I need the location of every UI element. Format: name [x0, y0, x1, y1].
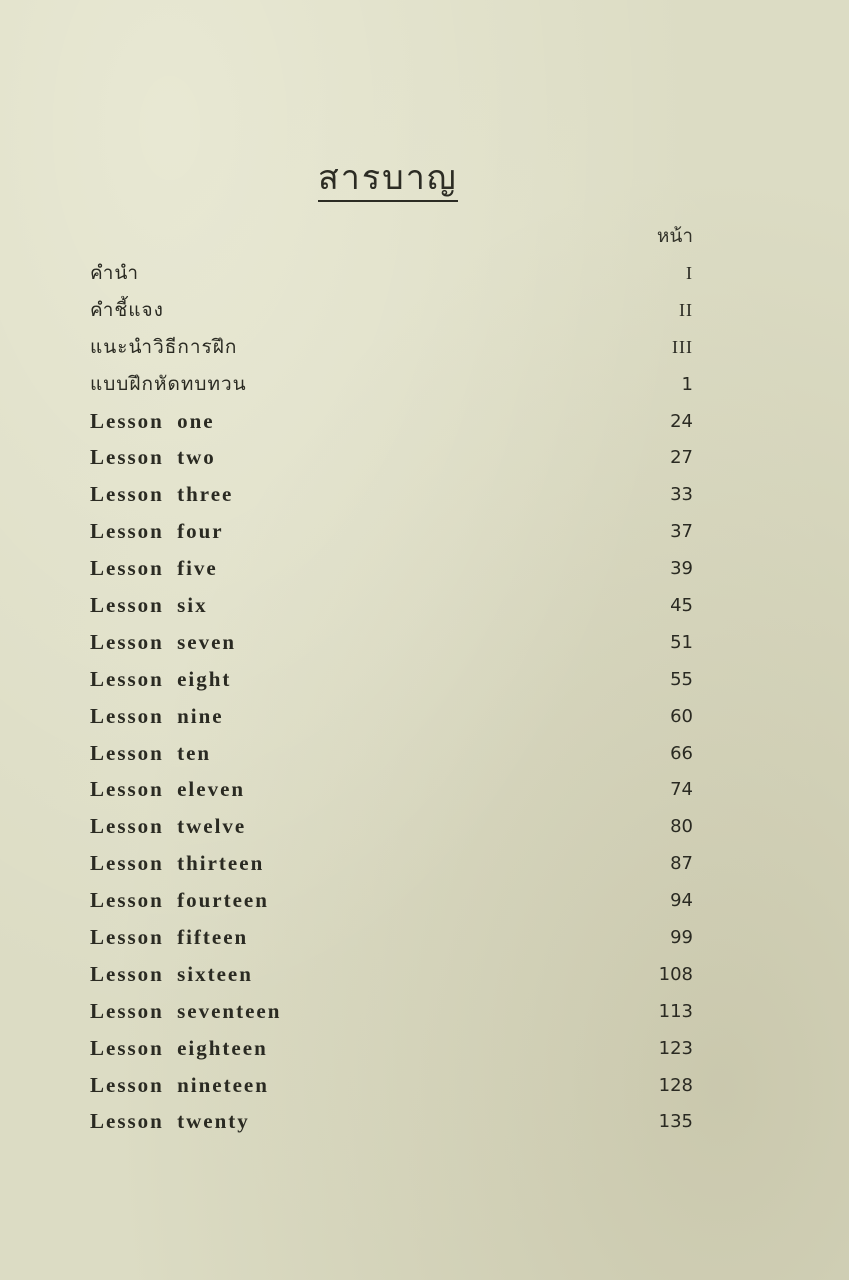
toc-entry [90, 439, 693, 476]
toc-entry-label: Lesson one [90, 408, 215, 433]
toc-entry [90, 735, 693, 772]
toc-entry-label: Lesson nine [90, 703, 224, 728]
toc-entry-label: Lesson three [90, 482, 234, 507]
toc-entry-page-number: I [686, 262, 693, 283]
toc-entry [90, 698, 693, 735]
toc-entry [90, 292, 693, 329]
toc-entry-page-number: 39 [670, 558, 693, 580]
toc-entry-page-number: 123 [658, 1037, 693, 1059]
toc-entry-page-number: II [679, 299, 693, 320]
toc-entry-label: Lesson fourteen [90, 888, 269, 913]
toc-entry-label: Lesson six [90, 592, 208, 617]
toc-entry-page-number: 66 [670, 742, 693, 764]
toc-entry-label: แนะนำวิธีการฝึก [90, 336, 238, 359]
toc-entry-label: คำนำ [90, 262, 140, 285]
toc-entry-label: Lesson seventeen [90, 998, 282, 1023]
toc-entry-page-number: 60 [670, 705, 693, 727]
toc-entry-page-number: 94 [670, 890, 693, 912]
toc-entry-label: แบบฝึกหัดทบทวน [90, 373, 247, 396]
toc-entry-page-number: 37 [670, 521, 693, 543]
toc-entry-label: Lesson five [90, 556, 218, 581]
toc-entry-label: Lesson fifteen [90, 924, 249, 949]
toc-entry [90, 513, 693, 550]
toc-entry [90, 1030, 693, 1067]
toc-entry [90, 476, 693, 513]
toc-entry [90, 329, 693, 366]
page-column-header: หน้า [656, 225, 693, 247]
toc-entry-label: Lesson thirteen [90, 851, 265, 876]
toc-entry [90, 550, 693, 587]
toc-entry [90, 956, 693, 993]
toc-entry-label: Lesson twenty [90, 1109, 250, 1134]
toc-list [90, 255, 693, 1140]
toc-entry-page-number: 55 [670, 668, 693, 690]
toc-entry [90, 808, 693, 845]
toc-entry-label: Lesson eleven [90, 777, 246, 802]
toc-entry [90, 366, 693, 403]
toc-entry-label: Lesson twelve [90, 814, 247, 839]
toc-entry [90, 1067, 693, 1104]
toc-entry-label: Lesson seven [90, 629, 237, 654]
toc-entry-page-number: 51 [670, 631, 693, 653]
toc-entry [90, 255, 693, 292]
toc-entry-page-number: 87 [670, 853, 693, 875]
toc-entry [90, 624, 693, 661]
toc-entry [90, 993, 693, 1030]
toc-entry [90, 403, 693, 440]
toc-entry [90, 1103, 693, 1140]
toc-entry-page-number: 99 [670, 926, 693, 948]
toc-entry-page-number: 45 [670, 594, 693, 616]
toc-entry [90, 771, 693, 808]
toc-entry-page-number: 74 [670, 779, 693, 801]
toc-entry-label: Lesson two [90, 445, 216, 470]
toc-entry-page-number: 27 [670, 447, 693, 469]
toc-entry-page-number: 24 [670, 410, 693, 432]
toc-entry-label: Lesson sixteen [90, 961, 253, 986]
toc-entry [90, 845, 693, 882]
toc-entry-page-number: 113 [658, 1000, 693, 1022]
toc-entry-label: Lesson ten [90, 740, 212, 765]
toc-entry [90, 587, 693, 624]
toc-entry-page-number: 1 [681, 373, 693, 395]
toc-entry-page-number: 33 [670, 484, 693, 506]
toc-entry [90, 661, 693, 698]
page-title: สารบาญ [318, 158, 458, 202]
toc-entry-label: Lesson eight [90, 666, 232, 691]
toc-entry-page-number: 135 [658, 1111, 693, 1133]
toc-entry [90, 919, 693, 956]
toc-entry [90, 882, 693, 919]
toc-entry-page-number: III [672, 336, 693, 357]
toc-entry-label: คำชี้แจง [90, 299, 164, 322]
toc-entry-label: Lesson nineteen [90, 1072, 269, 1097]
toc-entry-page-number: 80 [670, 816, 693, 838]
toc-entry-label: Lesson eighteen [90, 1035, 268, 1060]
toc-entry-page-number: 108 [658, 963, 693, 985]
toc-entry-page-number: 128 [658, 1074, 693, 1096]
toc-entry-label: Lesson four [90, 519, 224, 544]
